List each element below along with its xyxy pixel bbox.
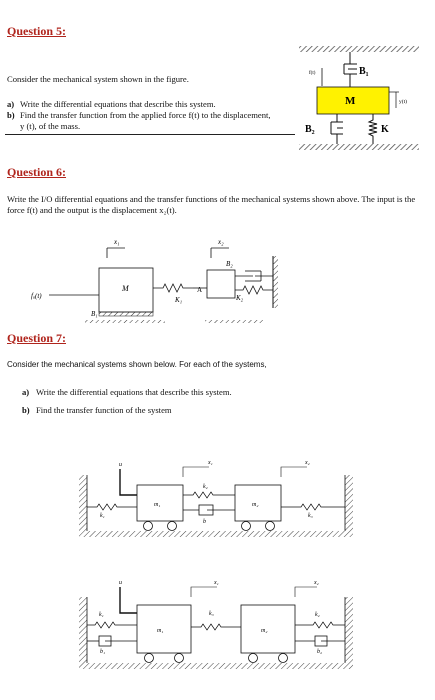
q7f2-spring-k1 bbox=[87, 622, 137, 628]
q6-spring-k2 bbox=[235, 286, 273, 294]
q5-figure bbox=[295, 40, 425, 155]
q7-item-b: Find the transfer function of the system bbox=[36, 405, 172, 415]
q7f2-input-u bbox=[120, 587, 137, 613]
q7f1-wheel-2 bbox=[168, 522, 177, 531]
q7f2-damper-b2 bbox=[295, 636, 345, 646]
q7f2-wall-left bbox=[79, 597, 87, 663]
q6-label-a: A bbox=[197, 286, 203, 294]
q7f2-ground bbox=[79, 663, 353, 669]
q7f1-label-m2: m₂ bbox=[252, 502, 259, 508]
q7f2-label-k1: k₁ bbox=[99, 612, 104, 618]
q7f2-mass-m1 bbox=[137, 605, 191, 653]
q5-label-b2: B₂ bbox=[305, 124, 315, 135]
q6-figure bbox=[15, 228, 295, 333]
q7f1-spring-k3 bbox=[281, 504, 345, 510]
q7f1-label-u: u bbox=[119, 462, 122, 468]
q6-text: Write the I/O differential equations and the transfer functions of the mechanical systems shown above. The input is the force f(t) and the output is the displacement x₂(t). bbox=[7, 194, 416, 215]
q5-title: Question 5: bbox=[7, 24, 67, 38]
q6-label-x1: x₁ bbox=[114, 238, 120, 246]
q6-label-force: fₐ(t) bbox=[31, 292, 42, 300]
q7f1-label-x1: x₁ bbox=[208, 460, 213, 466]
q7f2-x1-arrow bbox=[191, 587, 217, 597]
q7f1-damper-b bbox=[183, 505, 235, 515]
q6-title: Question 6: bbox=[7, 165, 67, 179]
q6-damper-b1 bbox=[99, 312, 153, 316]
q5-damper-bottom bbox=[331, 114, 343, 144]
q5-label-k: K bbox=[381, 124, 389, 135]
q7f2-label-x2: x₂ bbox=[314, 580, 319, 586]
q7f2-wheel-1 bbox=[145, 654, 154, 663]
q5-label-disp: y(t) bbox=[399, 99, 407, 105]
q7f2-wheel-4 bbox=[279, 654, 288, 663]
q6-label-mass: M bbox=[122, 284, 129, 293]
q7f1-label-k2: k₂ bbox=[203, 484, 208, 490]
q6-damper-b2 bbox=[235, 271, 273, 281]
q7f1-spring-k1 bbox=[87, 504, 137, 510]
q6-wall-hatch bbox=[273, 256, 278, 308]
q7f2-label-b1: b₁ bbox=[100, 649, 106, 655]
q7-figure-1 bbox=[75, 455, 370, 540]
q7f2-mass-m2 bbox=[241, 605, 295, 653]
q7f2-label-m1: m₁ bbox=[157, 628, 164, 634]
q7f1-label-k3: k₃ bbox=[308, 513, 313, 519]
q7f1-label-m1: m₁ bbox=[154, 502, 161, 508]
q7f1-label-b: b bbox=[203, 519, 206, 525]
q7f1-x2-arrow bbox=[281, 467, 307, 477]
q5-damper-top bbox=[344, 52, 357, 87]
q7f2-label-b2: b₂ bbox=[317, 649, 323, 655]
q6-label-k2: K₂ bbox=[236, 294, 244, 302]
q7f1-wheel-4 bbox=[266, 522, 275, 531]
q7f1-wall-left bbox=[79, 475, 87, 531]
q7-figure-2 bbox=[75, 575, 370, 675]
q7f2-label-k3: k₃ bbox=[209, 611, 214, 617]
q7-item-a: Write the differential equations that describe this system. bbox=[36, 387, 232, 397]
q5-divider bbox=[5, 134, 295, 135]
q5-intro: Consider the mechanical system shown in the figure. bbox=[7, 74, 189, 84]
q5-item-b-marker: b) bbox=[7, 110, 15, 120]
q7f1-ground bbox=[79, 531, 353, 537]
q7f2-spring-k2 bbox=[295, 622, 345, 628]
q6-label-x2: x₂ bbox=[218, 238, 224, 246]
q5-disp-arrow bbox=[389, 92, 399, 108]
q5-item-a: Write the differential equations that describe this system. bbox=[20, 99, 216, 109]
q7f1-wheel-3 bbox=[242, 522, 251, 531]
q7f1-input-u bbox=[120, 469, 137, 495]
q7f1-wheel-1 bbox=[144, 522, 153, 531]
q5-floor bbox=[299, 144, 419, 150]
q7f2-spring-k3 bbox=[191, 624, 241, 630]
q7-title: Question 7: bbox=[7, 331, 67, 345]
q7-item-a-marker: a) bbox=[22, 387, 30, 397]
q7f2-label-m2: m₂ bbox=[261, 628, 268, 634]
q7f2-label-u: u bbox=[119, 580, 122, 586]
q7f1-label-k1: k₁ bbox=[100, 513, 105, 519]
q5-spring bbox=[369, 114, 377, 144]
q7f2-x2-arrow bbox=[295, 587, 317, 597]
q6-ground-1 bbox=[85, 320, 165, 323]
q6-label-k1: K₁ bbox=[175, 296, 183, 304]
q7f2-wall-right bbox=[345, 597, 353, 663]
q5-item-b: Find the transfer function from the applied force f(t) to the displacement, y (t), of the mass. bbox=[20, 110, 271, 131]
q6-label-b1: B₁ bbox=[91, 310, 98, 318]
q5-label-force: f(t) bbox=[309, 71, 316, 76]
q7f2-label-x1: x₁ bbox=[214, 580, 219, 586]
q7f2-wheel-2 bbox=[175, 654, 184, 663]
q7-item-b-marker: b) bbox=[22, 405, 30, 415]
q7f1-wall-right bbox=[345, 475, 353, 531]
q7f1-spring-k2 bbox=[183, 492, 235, 498]
q5-item-a-marker: a) bbox=[7, 99, 15, 109]
q6-ground-2 bbox=[205, 320, 265, 323]
q6-body-2 bbox=[207, 270, 235, 298]
q7f2-damper-b1 bbox=[87, 636, 137, 646]
q7-intro: Consider the mechanical systems shown below. For each of the systems, bbox=[7, 360, 267, 369]
q5-label-b1: B₁ bbox=[359, 66, 369, 77]
q5-label-mass: M bbox=[345, 95, 356, 107]
q6-spring-k1 bbox=[153, 284, 193, 292]
q7f2-label-k2: k₂ bbox=[315, 612, 320, 618]
q6-label-b2: B₂ bbox=[226, 260, 233, 268]
q7f1-x1-arrow bbox=[183, 467, 209, 477]
q5-ceiling bbox=[299, 46, 419, 52]
q7f1-label-x2: x₂ bbox=[305, 460, 310, 466]
q7f2-wheel-3 bbox=[249, 654, 258, 663]
